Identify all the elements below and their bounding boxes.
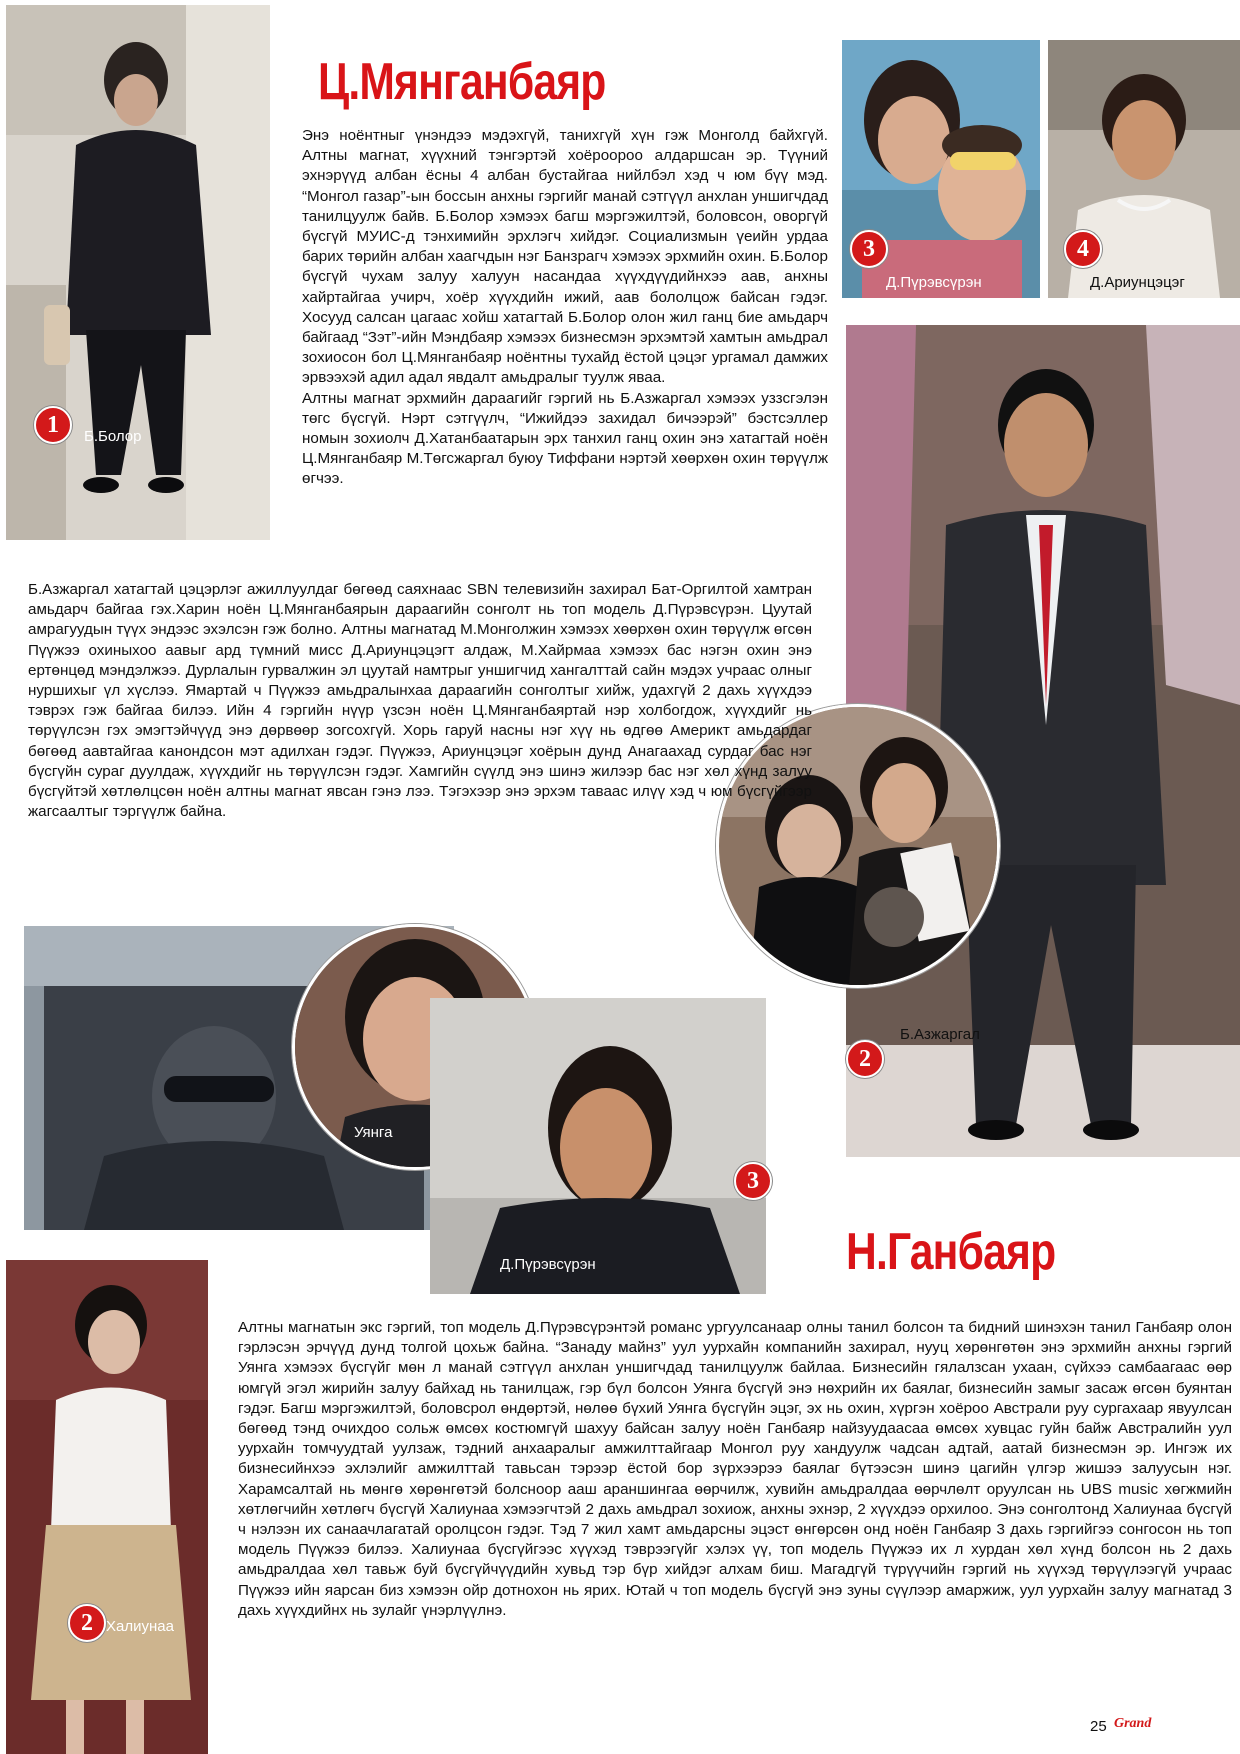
article-myanganbayar-continued — [28, 580, 812, 822]
magazine-brand-logo: Grand — [1114, 1716, 1152, 1731]
paragraph: Энэ ноёнтныг үнэндээ мэдэхгүй, танихгүй хүн гэж Монголд байхгүй. Алтны магнат, хүүхний тэнгэртэй хоёроороо алдаршсан эр. Түүний эхнэрүүд албан ёсны 4 албан бустайгаа нийлбэл хэд ч юм бүү мэд. “Монгол газар”-ын боссын анхны гэргийг манай сэтгүүл анхлан уншигчдад танилцуулж байв. Б.Болор хэмээх багш мэргэжилтэй, боловсон, оворгүй бүсгүй МУИС-д тэнхимийн эрхлэгч хийдэг. Социализмын үеийн урдаа барих төрийн албан хаагчдын нэг Банзрагч хэмээх эрхмийн охин. Б.Болор бүсгүй чухам залуу халуун насандаа хүүхдүүдийнхээ аав, анхны хайртайгаа учирч, хоёр хүүхдийн ижий, аав бололцож байсан гэдэг. Хосууд салсан цагаас хойш хатагтай Б.Болор олон жил ганц бие амьдарч байгаад “Зэт”-ийн Мэндбаяр хэмээх бизнесмэн эрхэмтэй хамтын амьдрал зохиосон бол Ц.Мянганбаяр ноёнтны тухайд ёстой цэцэг ургамал дамжих эрвээхэй адил адал явдалт амьдралыг туулж яваа. — [302, 127, 828, 387]
paragraph: Алтны магнатын экс гэргий, топ модель Д.Пүрэвсүрэнтэй романс ургуулсанаар олны танил болсон та бидний шинэхэн танил Ганбаяр олон гэрлэсэн эрчүүд дунд толгой цохьж байна. “Занаду майнз” уул уурхайн компанийн захирал, нууц хөрөнгөтөн энэ эрхмийн анхны гэргий Уянга хэмээх бүсгүйг мөн л манай сэтгүүл анхлан уншигчдад танилцуулж байлаа. Бизнесийн гялалзсан ухаан, сүйхээ самбаагаас өөр юмгүй эгэл жирийн залуу байхад нь танилцаж, гэр бүл болсон Уянга бүсгүй энэ нөхрийн их баялаг, бизнесийн замыг засаж өгсөн буянтан гэдэг. Багш мэргэжилтэй, боловсрол өндөртэй, нөлөө бүхий Уянга бүсгүйн эцэг, эх нь охин, хүргэн хоёроо Австрали руу сургахаар явуулсан бөгөөд тэнд очихдоо сольж өмсөх костюмгүй шахуу байсан залуу ноён Ганбаяр найзуудаасаа өмсөх хувцас гуйн байж Австралийн уул уурхайн томчуудтай уулзаж, тэдний анхааралыг амжилттайгаар Монгол руу хандуулж чадсан адтай, аатай бизнесмэн эр. Ингэж их бизнесийнхээ эхлэлийг амжилттай тавьсан тэрээр ёстой бор зүрхээрээ баялаг бүтээсэн шинэ цагийн үлгэр жишээ залуусын нэг. Харамсалтай нь мөнгө хөрөнгөтэй болсноор ааш араншингаа өөрчилж, хувийн амьдралдаа өөрчлөлт оруулсан нь UBS music хөгжмийн хөтлөгчийн хөтлөгч бүсгүй Халиунаа хэмээгчтэй 2 дахь амьдрал зохиож, анхны эхнэр, 2 хүүхдээ орхилоо. Энэ сонголтонд Халиунаа бүсгүй ч нэлээн их санаачлагатай оролцсон гэдэг. Тэд 7 жил хамт амьдарсны эцэст өнгөрсөн онд ноён Ганбаяр 3 дахь гэргийгээ сонгосон нь топ модель Пүүжээ билээ. Халиунаа бүсгүйгээс хүүхэд тэврээгүйг хэлэх үү, топ модель Пүүжээ их л хурдан хөл хүнд болсон нь 2 дахь амьдралдаа хөл тавьж буй бүсгүйчүүдийн хувьд тэр бүр хийдэг алхам биш. Магадгүй түрүүчийн гэргий нь хүүхэд төрүүлээгүй учраас Пүүжээ ийн яарсан биз хэмээн ойр дотнохон нь ярих. Ютай ч топ модель бүсгүй энэ зуны сүүлээр амаржиж, уул уурхайн залуу магнатад 3 дахь хүүхдийнх нь зулайг үнэрлүүлнэ. — [238, 1319, 1232, 1619]
page-number: 25 — [1090, 1718, 1107, 1735]
badge-number-icon: 3 — [734, 1162, 772, 1200]
paragraph: Б.Азжаргал хатагтай цэцэрлэг ажиллуулдаг бөгөөд саяхнаас SBN телевизийн захирал Бат-Оргилтой хамтран амьдарч байгаа гэх.Харин ноён Ц.Мянганбаярын дараагийн сонголт нь топ модель Д.Пүрэвсүрэн. Цуутай амрагуудын түүх эндээс эхэлсэн гэж болно. Алтны магнатад М.Монголжин хэмээх хөөрхөн охин төрүүлж өгсөн Пүүжээ охиныхоо аавыг ард түмний мисс Д.Ариунцэцэгт алдаж, М.Хайрмаа хэмээх бас нэгэн охин энэ ертөнцөд мэндэлжээ. Дурлалын гурвалжин эл цуутай намтрыг уншигчид хангалттай сайн мэдэх учраас олныг нуршихыг үл хүслээ. Ямартай ч Пүүжээ амьдралынхаа дараагийн сонголтыг хийж, удахгүй 2 дахь хүүхдээ тэврэх гэж байгаа билээ. Ийн 4 гэргийн нүүр үзсэн ноён Ц.Мянганбаяртай нэр холбогдож, хүүхдийг нь төрүүлсэн гэх эмэгтэйчүүд энэ дөрвөөр зогсохгүй. Хорь гаруй насны нэг хүү нь өдгөө Америкт амьдардаг бөгөөд аавтайгаа канондсон мэт адилхан гэдэг. Пүүжээ, Ариунцэцэг хоёрын дунд Анагаахад сурдаг бас нэг бүсгүйн сураг дуулдаж, хүүхдийг нь төрүүлсэн гэдэг. Хамгийн сүүлд энэ шинэ жилээр бас нэг хөл хүнд залуу бүсгүйтэй хөтлөлцсөн ноён алтны магнат явсан гэнэ лээ. Тэгэхээр энэ эрхэм таваас илүү хэд ч юм бүсгүйгээр жагсаалтыг тэргүүлж байна. — [28, 581, 812, 821]
badge-number-icon: 2 — [846, 1040, 884, 1078]
caption-azjargal: Б.Азжаргал — [900, 1026, 980, 1043]
headline-myanganbayar: Ц.Мянганбаяр — [318, 53, 606, 111]
badge-number-icon: 3 — [850, 230, 888, 268]
photo-bolor — [6, 5, 270, 540]
caption-khaliunaa: Халиунаа — [106, 1618, 174, 1635]
article-myanganbayar-intro — [302, 126, 828, 490]
article-ganbayar — [238, 1318, 1232, 1621]
paragraph: Алтны магнат эрхмийн дараагийг гэргий нь Б.Азжаргал хэмээх уззсгэлэн төгс бүсгүй. Нэрт сэтгүүлч, “Ижийдээ захидал бичээрэй” бэстсэллер номын зохиолч Д.Хатанбаатарын эрх танхил ганц охин энэ хатагтай ноён Ц.Мянганбаяр М.Төгсжаргал буюу Тиффани нэртэй хөөрхөн охин төрүүлж өгчээ. — [302, 389, 828, 488]
caption-uyanga: Уянга — [354, 1124, 393, 1141]
caption-bolor: Б.Болор — [84, 428, 142, 445]
caption-purevsuren-top: Д.Пүрэвсүрэн — [886, 274, 982, 291]
headline-ganbayar: Н.Ганбаяр — [846, 1223, 1056, 1281]
badge-number-icon: 2 — [68, 1604, 106, 1642]
caption-purevsuren-bottom: Д.Пүрэвсүрэн — [500, 1256, 596, 1273]
photo-purevsuren-bottom — [430, 998, 766, 1294]
caption-ariuntsetseg: Д.Ариунцэцэг — [1090, 274, 1185, 291]
badge-number-icon: 1 — [34, 406, 72, 444]
badge-number-icon: 4 — [1064, 230, 1102, 268]
photo-khaliunaa — [6, 1260, 208, 1754]
